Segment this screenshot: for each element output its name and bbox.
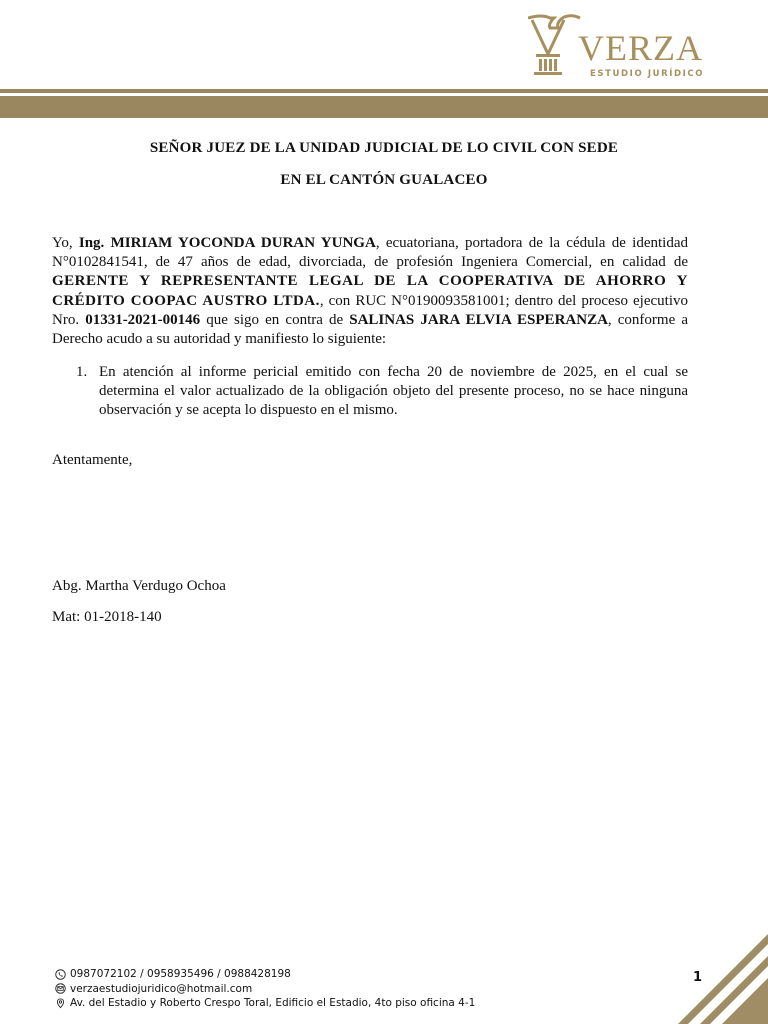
list-item-number: 1. bbox=[76, 364, 88, 380]
signatory-registration: Mat: 01-2018-140 bbox=[52, 609, 162, 625]
body-text-part: , con RUC N°0190093581001; dentro del proceso ejecutivo Nro. bbox=[52, 292, 688, 328]
email-icon bbox=[55, 983, 66, 994]
body-text-part: , ecuatoriana, portadora de la cédula de identidad N°0102841541, de 47 años de edad, divorciada, de profesión Ingeniera Comercial, en calidad de bbox=[52, 235, 688, 271]
list-item-text: En atención al informe pericial emitido con fecha 20 de noviembre de 2025, en el cual se determina el valor actualizado de la obligación objeto del presente proceso, no se hace ninguna observación y se acepta lo dispuesto en el mismo. bbox=[99, 364, 688, 419]
footer-address: Av. del Estadio y Roberto Crespo Toral, Edificio el Estadio, 4to piso oficina 4-1 bbox=[70, 997, 476, 1010]
footer-address-row bbox=[55, 996, 475, 1011]
footer-phone-row bbox=[55, 967, 475, 982]
body-text-part: , conforme a Derecho acudo a su autoridad y manifiesto lo siguiente: bbox=[52, 311, 688, 348]
closing-text: Atentamente, bbox=[52, 452, 133, 468]
header-band-thin bbox=[0, 89, 768, 93]
footer-phone: 0987072102 / 0958935496 / 0988428198 bbox=[70, 968, 291, 981]
brand-subtitle: ESTUDIO JURÍDICO bbox=[590, 69, 705, 79]
footer-contact bbox=[55, 967, 475, 1011]
brand-logo bbox=[528, 14, 728, 78]
body-text-part: Yo, bbox=[52, 235, 79, 251]
defendant-name: SALINAS JARA ELVIA ESPERANZA bbox=[349, 311, 608, 328]
document-heading-line2: EN EL CANTÓN GUALACEO bbox=[280, 172, 488, 188]
body-paragraph bbox=[52, 234, 688, 349]
phone-icon bbox=[55, 969, 66, 980]
document-heading-line1: SEÑOR JUEZ DE LA UNIDAD JUDICIAL DE LO CIVIL CON SEDE bbox=[149, 140, 619, 156]
footer-email-row bbox=[55, 982, 475, 997]
page-number: 1 bbox=[693, 970, 703, 985]
brand-name: VERZA bbox=[578, 28, 703, 68]
body-text-part: que sigo en contra de bbox=[200, 311, 350, 328]
footer-email[interactable]: verzaestudiojuridico@hotmail.com bbox=[70, 982, 253, 995]
location-pin-icon bbox=[55, 998, 66, 1009]
corner-decoration bbox=[678, 934, 768, 1024]
petitioner-name: Ing. MIRIAM YOCONDA DURAN YUNGA bbox=[78, 235, 376, 251]
signatory-name: Abg. Martha Verdugo Ochoa bbox=[52, 578, 226, 594]
header-band-thick bbox=[0, 96, 768, 118]
case-number: 01331-2021-00146 bbox=[85, 311, 201, 328]
petitioner-role: GERENTE Y REPRESENTANTE LEGAL DE LA COOPERATIVA DE AHORRO Y CRÉDITO COOPAC AUSTRO LTDA. bbox=[52, 273, 688, 309]
